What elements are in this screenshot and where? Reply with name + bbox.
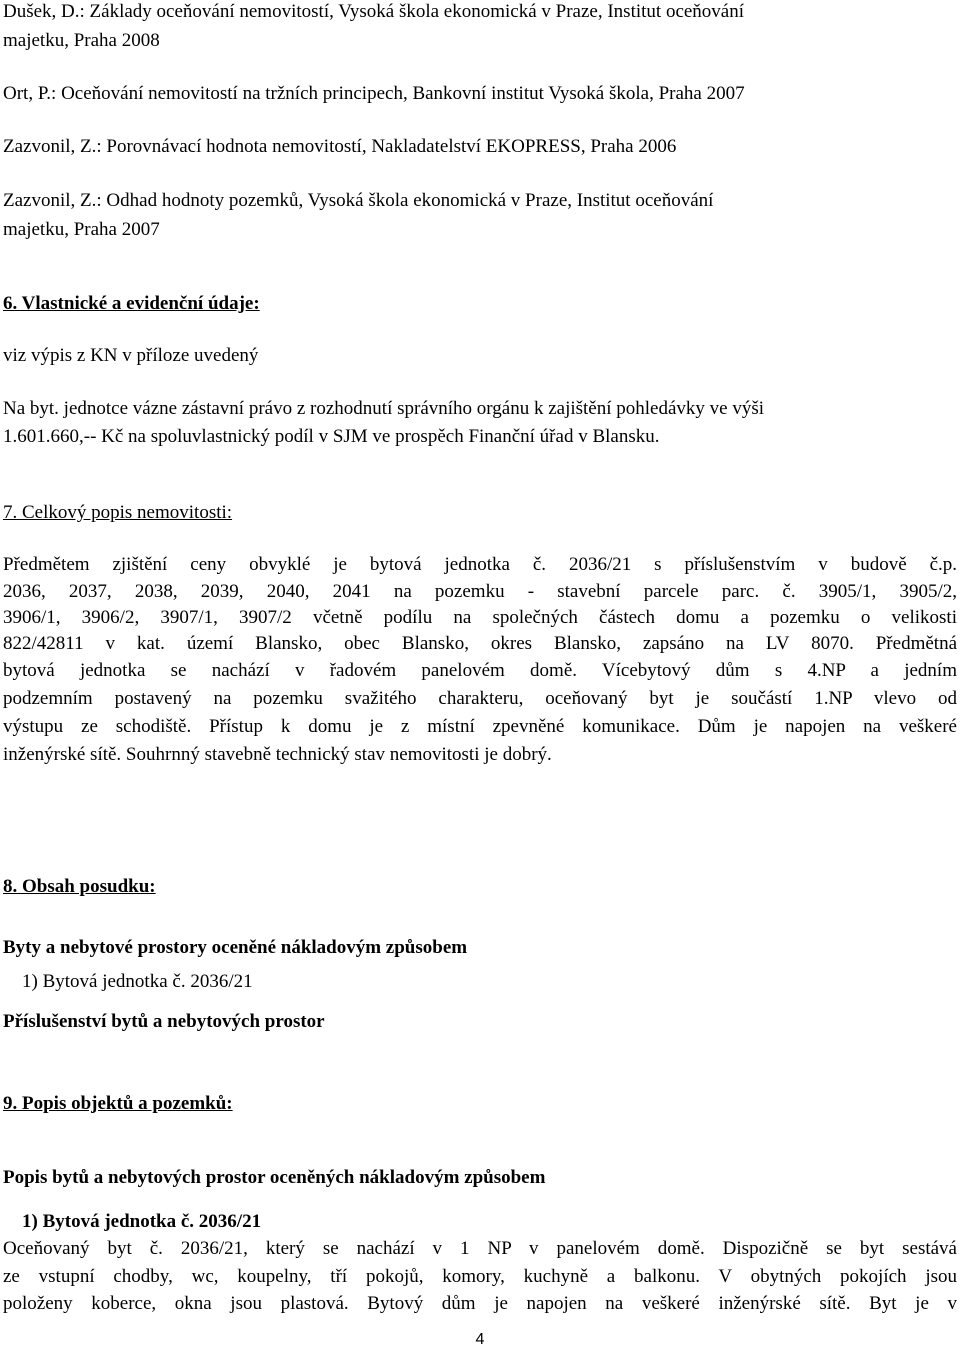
section-9-item-1: 1) Bytová jednotka č. 2036/21: [22, 1211, 262, 1232]
section-8-heading: 8. Obsah posudku:: [3, 876, 156, 897]
section-7-line-2: 2036, 2037, 2038, 2039, 2040, 2041 na pozemku - stavební parcele parc. č. 3905/1, 3905/2,: [3, 581, 957, 602]
section-9-subheading-popis: Popis bytů a nebytových prostor oceněných nákladovým způsobem: [3, 1167, 546, 1188]
section-7-line-4: 822/42811 v kat. území Blansko, obec Blansko, okres Blansko, zapsáno na LV 8070. Předmětná: [3, 633, 957, 654]
section-9-heading: 9. Popis objektů a pozemků:: [3, 1093, 233, 1114]
section-8-subheading-prislusenstvi: Příslušenství bytů a nebytových prostor: [3, 1011, 325, 1032]
reference-zazvonil-odhad-line-2: majetku, Praha 2007: [3, 219, 160, 240]
section-7-heading: 7. Celkový popis nemovitosti:: [3, 502, 233, 523]
section-7-line-8: inženýrské sítě. Souhrnný stavebně technický stav nemovitosti je dobrý.: [3, 744, 552, 765]
section-9-line-1: Oceňovaný byt č. 2036/21, který se nachází v 1 NP v panelovém domě. Dispozičně se byt sestává: [3, 1238, 957, 1259]
reference-zazvonil-porovnavaci: Zazvonil, Z.: Porovnávací hodnota nemovitostí, Nakladatelství EKOPRESS, Praha 2006: [3, 136, 677, 157]
reference-zazvonil-odhad-line-1: Zazvonil, Z.: Odhad hodnoty pozemků, Vysoká škola ekonomická v Praze, Institut oceňování: [3, 190, 714, 211]
section-6-line-1: viz výpis z KN v příloze uvedený: [3, 345, 259, 366]
section-7-line-3: 3906/1, 3906/2, 3907/1, 3907/2 včetně podílu na společných částech domu a pozemku o velikosti: [3, 607, 957, 628]
section-6-line-2: Na byt. jednotce vázne zástavní právo z rozhodnutí správního orgánu k zajištění pohledávky ve výši: [3, 398, 765, 419]
section-7-line-7: výstupu ze schodiště. Přístup k domu je z místní zpevněné komunikace. Dům je napojen na veškeré: [3, 716, 957, 737]
section-8-item-1: 1) Bytová jednotka č. 2036/21: [22, 971, 253, 992]
section-9-line-3: položeny koberce, okna jsou plastová. Bytový dům je napojen na veškeré inženýrské sítě. Byt je v: [3, 1293, 957, 1314]
reference-dusek-line-2: majetku, Praha 2008: [3, 30, 160, 51]
section-7-line-6: podzemním postavený na pozemku svažitého charakteru, oceňovaný byt je součástí 1.NP vlevo od: [3, 688, 957, 709]
page-number: 4: [475, 1331, 485, 1348]
section-8-subheading-byty: Byty a nebytové prostory oceněné nákladovým způsobem: [3, 937, 468, 958]
section-6-line-3: 1.601.660,-- Kč na spoluvlastnický podíl v SJM ve prospěch Finanční úřad v Blansku.: [3, 426, 660, 447]
section-9-line-2: ze vstupní chodby, wc, koupelny, tří pokojů, komory, kuchyně a balkonu. V obytných pokojích jsou: [3, 1266, 957, 1287]
section-7-line-5: bytová jednotka se nachází v řadovém panelovém domě. Vícebytový dům s 4.NP a jedním: [3, 660, 957, 681]
section-7-line-1: Předmětem zjištění ceny obvyklé je bytová jednotka č. 2036/21 s příslušenstvím v budově č.p.: [3, 554, 957, 575]
reference-dusek-line-1: Dušek, D.: Základy oceňování nemovitostí, Vysoká škola ekonomická v Praze, Institut oceňování: [3, 1, 745, 22]
reference-ort: Ort, P.: Oceňování nemovitostí na tržních principech, Bankovní institut Vysoká škola, Praha 2007: [3, 83, 745, 104]
section-6-heading: 6. Vlastnické a evidenční údaje:: [3, 293, 260, 314]
